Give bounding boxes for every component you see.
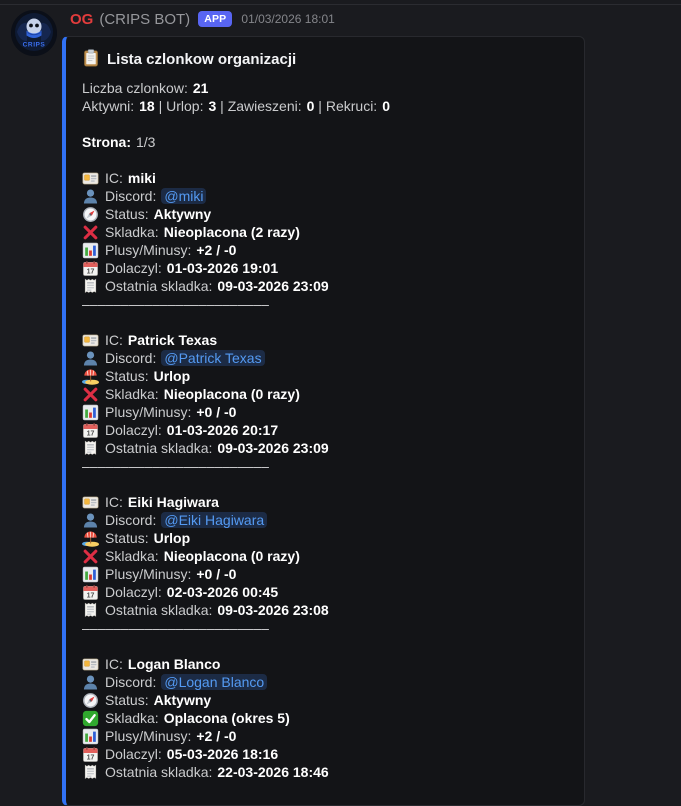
ic-label: IC: [105,332,123,348]
status-label: Status: [105,530,149,546]
id-card-icon [82,332,99,349]
member-entry [82,331,568,475]
member-entry [82,493,568,637]
app-badge: APP [198,11,232,27]
stat-urlop-value: 3 [208,98,217,114]
member-ostatnia-line [82,277,568,295]
status-label: Status: [105,368,149,384]
member-dolaczyl-line [82,259,568,277]
member-entry [82,655,568,781]
dolaczyl-label: Dolaczyl: [105,260,162,276]
skladka-value: Nieoplacona (2 razy) [163,224,300,240]
check-mark-icon [82,710,99,727]
status-label: Status: [105,206,149,222]
discord-mention[interactable]: @Logan Blanco [161,674,267,690]
ostatnia-value: 09-03-2026 23:09 [217,278,329,294]
ic-value: Logan Blanco [127,656,221,672]
member-status-line [82,691,568,709]
member-separator: –––––––––––––––––––––––– [82,296,269,312]
member-ic-line [82,655,568,673]
ostatnia-value: 09-03-2026 23:08 [217,602,329,618]
member-skladka-line [82,547,568,565]
calendar-icon [82,746,99,763]
skladka-label: Skladka: [105,548,159,564]
bar-chart-icon [82,242,99,259]
status-value: Aktywny [153,206,212,222]
status-value: Urlop [153,530,191,546]
stat-aktywni-label: Aktywni: [82,98,135,114]
member-separator: –––––––––––––––––––––––– [82,620,269,636]
status-label: Status: [105,692,149,708]
beach-umbrella-icon [82,530,99,547]
beach-umbrella-icon [82,368,99,385]
ostatnia-label: Ostatnia skladka: [105,602,213,618]
cross-mark-icon [82,386,99,403]
bot-username[interactable]: OG [70,10,94,28]
status-value: Aktywny [153,692,212,708]
avatar-clan-text: CRIPS [22,41,46,49]
dolaczyl-value: 02-03-2026 00:45 [166,584,279,600]
plusy-label: Plusy/Minusy: [105,566,192,582]
message-timestamp: 01/03/2026 18:01 [241,12,335,26]
status-stats-line [82,97,568,115]
member-plusy-line [82,565,568,583]
discord-mention[interactable]: @miki [161,188,206,204]
member-plusy-line [82,403,568,421]
member-skladka-line [82,385,568,403]
ic-label: IC: [105,656,123,672]
calendar-icon [82,260,99,277]
stat-zawieszeni-value: 0 [306,98,315,114]
plusy-value: +2 / -0 [196,242,237,258]
bar-chart-icon [82,404,99,421]
user-silhouette-icon [82,674,99,691]
stat-zawieszeni-label: Zawieszeni: [227,98,302,114]
clipboard-icon [82,49,100,67]
page-indicator [82,133,568,151]
member-entry [82,169,568,313]
receipt-icon [82,764,99,781]
discord-mention[interactable]: @Eiki Hagiwara [161,512,267,528]
message-divider [0,4,681,5]
plusy-label: Plusy/Minusy: [105,728,192,744]
ic-value: miki [127,170,156,186]
stat-urlop-label: Urlop: [166,98,204,114]
skladka-value: Oplacona (okres 5) [163,710,290,726]
stat-rekruci-value: 0 [382,98,390,114]
compass-icon [82,692,99,709]
member-separator: –––––––––––––––––––––––– [82,458,269,474]
ic-value: Eiki Hagiwara [127,494,219,510]
stat-separator: | [216,98,228,114]
member-discord-line [82,187,568,205]
discord-mention[interactable]: @Patrick Texas [161,350,264,366]
member-ic-line [82,169,568,187]
member-ic-line [82,493,568,511]
user-silhouette-icon [82,188,99,205]
receipt-icon [82,602,99,619]
stat-separator: | [314,98,326,114]
id-card-icon [82,656,99,673]
message-header [62,8,681,30]
plusy-value: +0 / -0 [196,404,237,420]
skladka-label: Skladka: [105,386,159,402]
discord-label: Discord: [105,512,157,528]
member-count-line [82,79,568,97]
member-count-label: Liczba czlonkow: [82,80,188,96]
bar-chart-icon [82,728,99,745]
dolaczyl-value: 01-03-2026 19:01 [166,260,279,276]
ostatnia-value: 22-03-2026 18:46 [217,764,329,780]
crips-avatar-art [11,10,57,56]
ostatnia-label: Ostatnia skladka: [105,440,213,456]
plusy-value: +0 / -0 [196,566,237,582]
embed-title [82,49,568,69]
plusy-value: +2 / -0 [196,728,237,744]
id-card-icon [82,170,99,187]
stat-separator: | [154,98,167,114]
skladka-label: Skladka: [105,710,159,726]
ostatnia-value: 09-03-2026 23:09 [217,440,329,456]
cross-mark-icon [82,224,99,241]
user-silhouette-icon [82,512,99,529]
receipt-icon [82,278,99,295]
member-ic-line [82,331,568,349]
ic-value: Patrick Texas [127,332,218,348]
member-status-line [82,529,568,547]
embed-lista-czlonkow [62,36,585,806]
ostatnia-label: Ostatnia skladka: [105,764,213,780]
cross-mark-icon [82,548,99,565]
member-ostatnia-line [82,601,568,619]
id-card-icon [82,494,99,511]
plusy-label: Plusy/Minusy: [105,404,192,420]
member-dolaczyl-line [82,745,568,763]
skladka-label: Skladka: [105,224,159,240]
page-value: 1/3 [136,134,156,150]
receipt-icon [82,440,99,457]
skladka-value: Nieoplacona (0 razy) [163,548,300,564]
plusy-label: Plusy/Minusy: [105,242,192,258]
status-value: Urlop [153,368,191,384]
member-dolaczyl-line [82,421,568,439]
bar-chart-icon [82,566,99,583]
member-plusy-line [82,241,568,259]
page-label: Strona: [82,134,131,150]
user-silhouette-icon [82,350,99,367]
member-discord-line [82,349,568,367]
dolaczyl-label: Dolaczyl: [105,584,162,600]
discord-label: Discord: [105,674,157,690]
discord-label: Discord: [105,350,157,366]
member-status-line [82,205,568,223]
bot-message [0,8,681,806]
discord-label: Discord: [105,188,157,204]
stat-aktywni-value: 18 [139,98,155,114]
dolaczyl-value: 05-03-2026 18:16 [166,746,279,762]
member-dolaczyl-line [82,583,568,601]
stat-rekruci-label: Rekruci: [325,98,378,114]
member-skladka-line [82,709,568,727]
ic-label: IC: [105,170,123,186]
embed-title-text: Lista czlonkow organizacji [107,51,297,68]
dolaczyl-label: Dolaczyl: [105,746,162,762]
member-discord-line [82,511,568,529]
calendar-icon [82,422,99,439]
skladka-value: Nieoplacona (0 razy) [163,386,300,402]
member-discord-line [82,673,568,691]
bot-avatar[interactable] [11,10,57,56]
member-status-line [82,367,568,385]
calendar-icon [82,584,99,601]
member-count-value: 21 [192,80,209,96]
member-ostatnia-line [82,439,568,457]
member-ostatnia-line [82,763,568,781]
bot-username-suffix: (CRIPS BOT) [99,10,191,28]
compass-icon [82,206,99,223]
member-skladka-line [82,223,568,241]
ostatnia-label: Ostatnia skladka: [105,278,213,294]
member-plusy-line [82,727,568,745]
ic-label: IC: [105,494,123,510]
dolaczyl-label: Dolaczyl: [105,422,162,438]
dolaczyl-value: 01-03-2026 20:17 [166,422,279,438]
